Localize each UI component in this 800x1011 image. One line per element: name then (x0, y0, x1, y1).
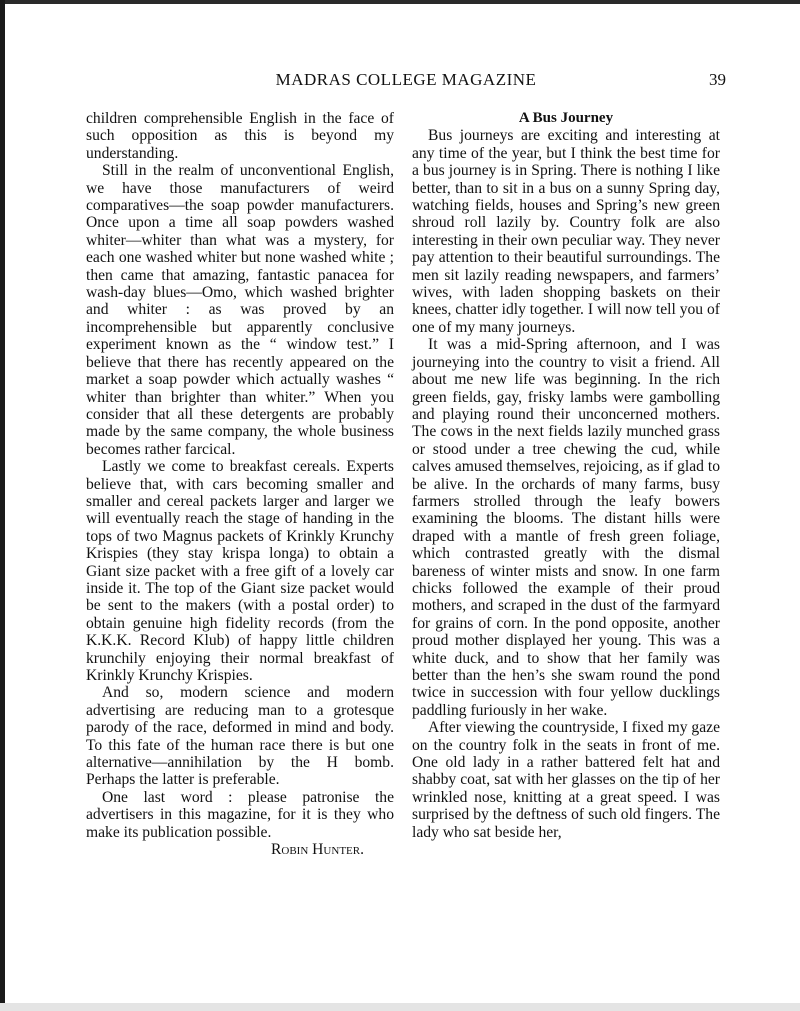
left-column (86, 110, 394, 858)
left-page-edge (0, 0, 5, 1011)
top-edge-rule (0, 0, 800, 4)
paragraph: children comprehensible English in the face of such opposition as this is beyond my understanding. (86, 110, 394, 162)
paragraph: And so, modern science and modern advertising are reducing man to a grotesque parody of the race, deformed in mind and body. To this fate of the human race there is but one alternative—annihilation by the H bomb. Perhaps the latter is preferable. (86, 684, 394, 789)
magazine-title: MADRAS COLLEGE MAGAZINE (275, 70, 537, 89)
bottom-page-edge (0, 1003, 800, 1011)
paragraph: One last word : please patronise the advertisers in this magazine, for it is they who make its publication possible. (86, 788, 394, 841)
author-signature: Robin Hunter. (270, 841, 364, 859)
article-heading: A Bus Journey (518, 110, 614, 126)
page-number: 39 (709, 70, 726, 89)
paragraph: Still in the realm of unconventional English, we have those manufacturers of weird comparatives—the soap powder manufacturers. Once upon a time all soap powders washed whiter—whiter than what was a mystery, for each one washed whiter but none washed white ; then came that amazing, fantastic panacea for wash-day blues—Omo, which washed brighter and whiter : as was proved by an incomprehensible but apparently conclusive experiment known as the “ window test.” I believe that there has recently appeared on the market a soap powder which actually washes “ whiter than brighter than whiter.” When you consider that all these detergents are probably made by the same company, the whole business becomes rather farcical. (86, 162, 394, 458)
running-header (86, 70, 726, 96)
paragraph: Bus journeys are exciting and interesting at any time of the year, but I think the best time for a bus journey is in Spring. There is nothing I like better, than to sit in a bus on a sunny Spring day, watching fields, houses and Spring’s new green shroud roll lazily by. Country folk are also interesting in their own peculiar way. They never pay attention to their beautiful surroundings. The men sit lazily reading newspapers, and farmers’ wives, with laden shopping baskets on their knees, chatter idly together. I will now tell you of one of my many journeys. (412, 127, 720, 336)
paragraph: It was a mid-Spring afternoon, and I was journeying into the country to visit a friend. All about me new life was beginning. In the rich green fields, gay, frisky lambs were gambolling and playing round their unconcerned mothers. The cows in the next fields lazily munched grass or stood under a tree chewing the cud, while calves amused themselves, rejoicing, as if glad to be alive. In the orchards of many farms, busy farmers strolled through the leafy bowers examining the blooms. The distant hills were draped with a mantle of fresh green foliage, which contrasted greatly with the dismal bareness of winter mists and snow. In one farm chicks followed the example of their proud mothers, and scraped in the dust of the farmyard for grains of corn. In the pond opposite, another proud mother displayed her young. This was a white duck, and to show that her family was better than the hen’s she swam round the pond twice in succession with four yellow ducklings paddling furiously in her wake. (412, 336, 720, 719)
right-column (412, 110, 720, 841)
paragraph: Lastly we come to breakfast cereals. Experts believe that, with cars becoming smaller and smaller and cereal packets larger and larger we will eventually reach the stage of handing in the tops of two Magnus packets of Krinkly Krunchy Krispies (they stay krispa longa) to obtain a Giant size packet with a free gift of a lovely car inside it. The top of the Giant size packet would be sent to the makers (with a postal order) to obtain genuine high fidelity records (from the K.K.K. Record Klub) of happy little children krunchily enjoying their normal breakfast of Krinkly Krunchy Krispies. (86, 458, 394, 684)
paragraph: After viewing the countryside, I fixed my gaze on the country folk in the seats in front of me. One old lady in a rather battered felt hat and shabby coat, sat with her glasses on the tip of her wrinkled nose, knitting at a great speed. I was surprised by the deftness of such old fingers. The lady who sat beside her, (412, 719, 720, 841)
